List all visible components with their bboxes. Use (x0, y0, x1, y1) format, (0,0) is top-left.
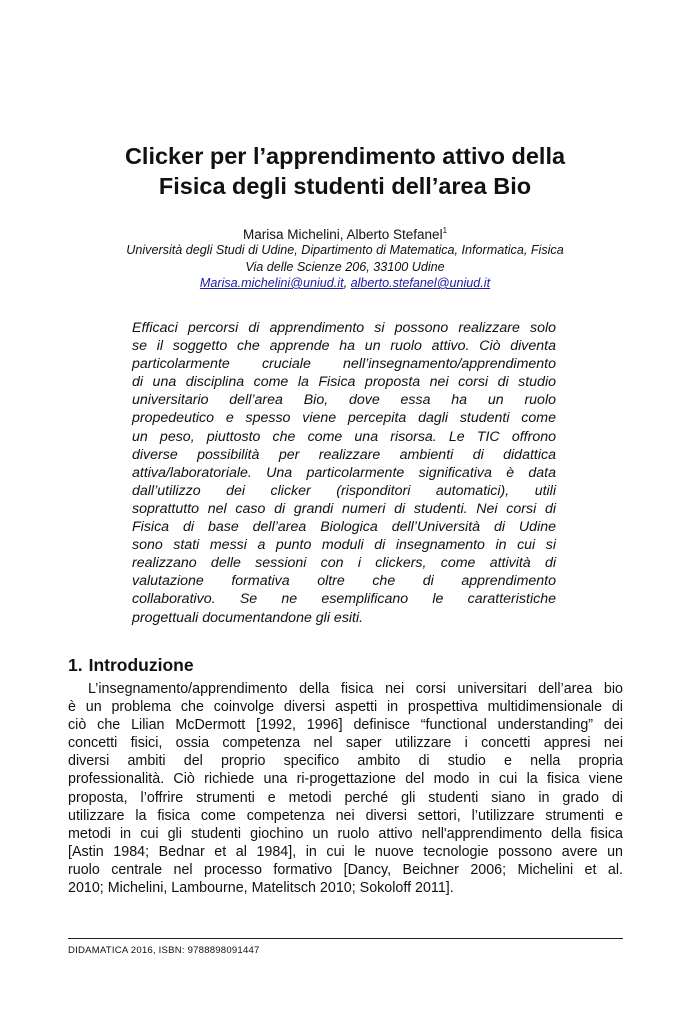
page-footer: DIDAMATICA 2016, ISBN: 9788898091447 (68, 945, 260, 956)
abstract-line: progettuali documentandone gli esiti. (132, 609, 364, 626)
body-line: [Astin 1984; Bednar et al 1984], in cui le nuove tecnologie possono avere un (68, 843, 623, 860)
authors-names: Marisa Michelini, Alberto Stefanel (242, 227, 443, 242)
body-line: proposta, l’offrire strumenti e metodi perché gli studenti siano in grado di (68, 789, 623, 806)
abstract-line: un peso, piuttosto che come una risorsa. Le TIC offrono (132, 428, 556, 445)
abstract-line: sono stati messi a punto moduli di insegnamento in cui si (132, 537, 556, 554)
footer-divider (68, 938, 623, 939)
affiliation-line: Via delle Scienze 206, 33100 Udine (245, 259, 445, 274)
abstract-line: soprattutto nel caso di grandi numeri di studenti. Nei corsi di (132, 500, 556, 517)
abstract-line: attiva/laboratoriale. Una particolarmente significativa è data (132, 464, 556, 481)
title-line: Clicker per l’apprendimento attivo della (124, 143, 566, 169)
affiliation (60, 242, 630, 292)
abstract-line: Efficaci percorsi di apprendimento si possono realizzare solo (132, 320, 556, 336)
abstract-line: diverse possibilità per realizzare ambienti di didattica (132, 446, 556, 463)
section-title: Introduzione (88, 655, 194, 675)
section-body (68, 680, 623, 897)
abstract-line: particolarmente cruciale nell’insegnamento/apprendimento (132, 356, 556, 373)
abstract (132, 319, 556, 627)
body-line: ruolo centrale nel processo formativo [Dancy, Beichner 2006; Michelini et al. (68, 861, 623, 878)
abstract-line: realizzano delle sessioni con i clickers, come attività di (132, 555, 556, 572)
email-link-stefanel[interactable]: alberto.stefanel@uniud.it (350, 276, 491, 290)
footnote-mark: 1 (442, 226, 448, 235)
section-number: 1. (68, 655, 83, 675)
body-line: metodi in cui gli studenti giochino un ruolo attivo nell'apprendimento della fisica (68, 825, 623, 842)
body-line: ciò che Lilian McDermott [1992, 1996] definisce “functional understanding” dei (68, 717, 623, 734)
body-line: professionalità. Ciò richiede una ri-progettazione del modo in cui la fisica viene (68, 771, 623, 788)
affiliation-line: Università degli Studi di Udine, Dipartimento di Matematica, Informatica, Fisica (126, 243, 564, 257)
title-line: Fisica degli studenti dell’area Bio (158, 173, 532, 199)
body-line: 2010; Michelini, Lambourne, Matelitsch 2010; Sokoloff 2011]. (68, 880, 454, 897)
body-line: concetti fisici, ossia competenza nel saper utilizzare i concetti appresi nei (68, 735, 623, 752)
body-line: utilizzare la fisica come competenza nei diversi settori, l’utilizzare strumenti e (68, 807, 623, 824)
abstract-line: collaborativo. Se ne esemplificano le caratteristiche (132, 591, 556, 608)
abstract-line: valutazione formativa oltre che di apprendimento (132, 573, 556, 590)
section-heading (68, 654, 194, 676)
body-line: L’insegnamento/apprendimento della fisica nei corsi universitari dell’area bio (88, 681, 623, 697)
abstract-line: di una disciplina come la Fisica proposta nei corsi di studio (132, 374, 556, 391)
email-line (60, 275, 630, 292)
author-list (60, 222, 630, 243)
abstract-line: universitario dell’area Bio, dove essa ha un ruolo (132, 392, 556, 409)
abstract-line: propedeutico e spesso viene percepita dagli studenti come (132, 410, 556, 427)
abstract-line: se il soggetto che apprende ha un ruolo attivo. Ciò diventa (132, 338, 556, 355)
body-line: diversi ambiti del proprio specifico ambito di studio e nella propria (68, 753, 623, 770)
abstract-line: dall’utilizzo dei clicker (risponditori automatici), utili (132, 482, 556, 499)
email-separator: , (343, 276, 351, 290)
abstract-line: Fisica di base dell’area Biologica dell’Università di Udine (132, 519, 556, 536)
email-link-michelini[interactable]: Marisa.michelini@uniud.it (199, 276, 344, 290)
body-line: è un problema che coinvolge diversi aspetti in prospettiva multidimensionale di (68, 699, 623, 716)
paper-title (60, 141, 630, 201)
